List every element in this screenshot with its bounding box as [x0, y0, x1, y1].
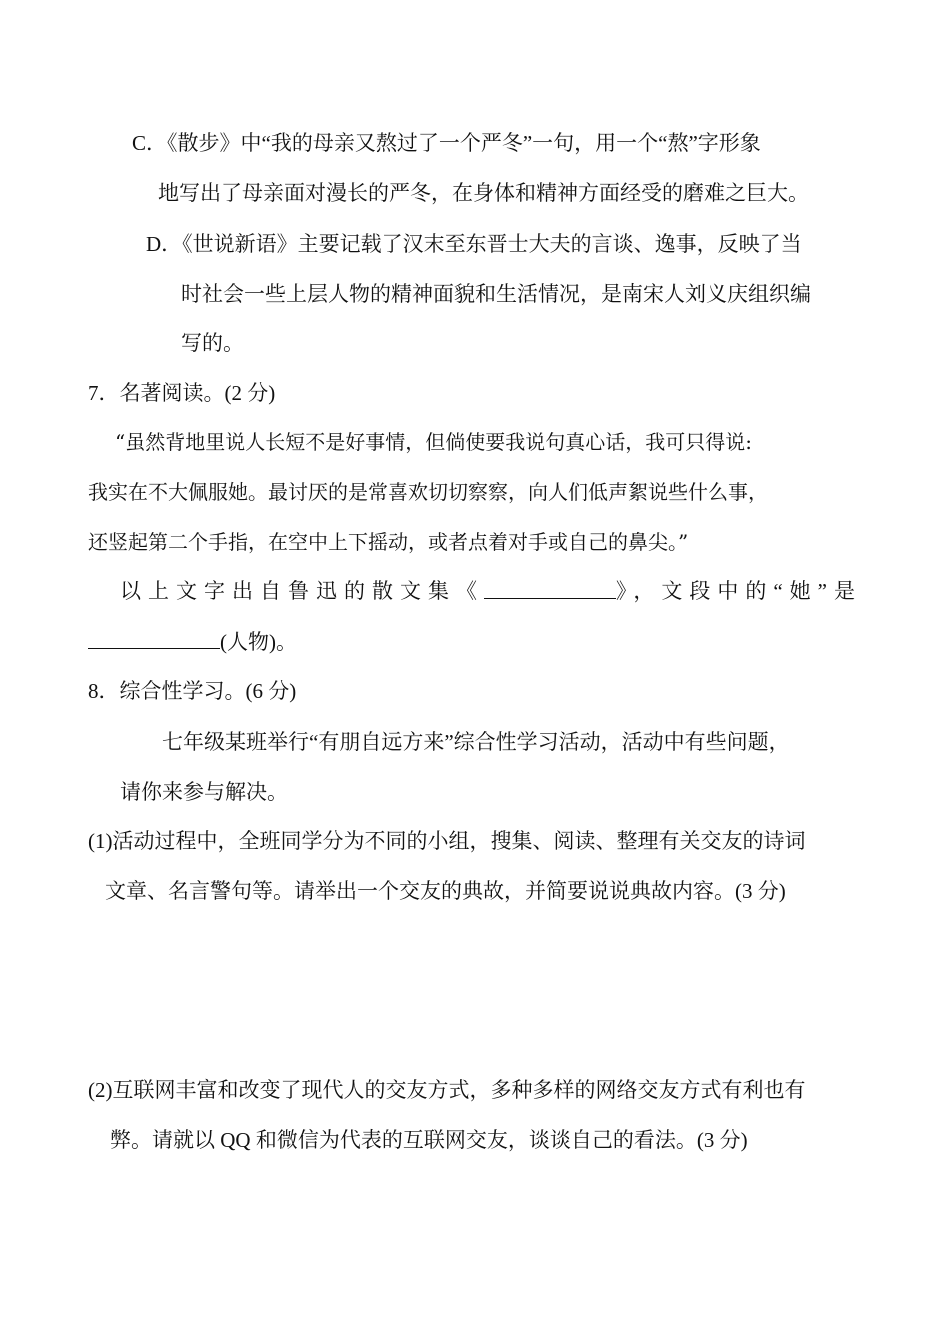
prompt-text-after-blank: 》，文段中的“她”是: [615, 579, 862, 603]
question-8-intro-line-1: 七年级某班举行“有朋自远方来”综合性学习活动，活动中有些问题，: [162, 730, 790, 754]
sub-question-2-line-2: 弊。请就以 QQ 和微信为代表的互联网交友，谈谈自己的看法。(3 分): [110, 1128, 748, 1152]
option-c-line-1: C．《散步》中“我的母亲又熬过了一个严冬”一句，用一个“熬”字形象: [132, 131, 761, 155]
prompt-text-before-blank: 以上文字出自鲁迅的散文集《: [120, 579, 484, 603]
sub-question-2-line-1: (2)互联网丰富和改变了现代人的交友方式，多种多样的网络交友方式有利也有: [88, 1078, 806, 1102]
sub-question-2-answer-area[interactable]: [88, 1170, 863, 1320]
sub-question-1-answer-area[interactable]: [88, 920, 863, 1060]
collection-title-blank[interactable]: [484, 576, 616, 599]
question-8-intro-line-2: 请你来参与解决。: [120, 780, 288, 804]
question-7-prompt-line-2: [88, 626, 297, 657]
option-c-line-2: 地写出了母亲面对漫长的严冬，在身体和精神方面经受的磨难之巨大。: [158, 181, 809, 205]
question-7-heading: 7．名著阅读。(2 分): [88, 381, 276, 405]
option-d-line-1: D．《世说新语》主要记载了汉末至东晋士大夫的言谈、逸事，反映了当: [146, 232, 802, 256]
sub-question-1-line-2: 文章、名言警句等。请举出一个交友的典故，并简要说说典故内容。(3 分): [105, 879, 786, 903]
person-blank[interactable]: [88, 626, 220, 649]
sub-question-1-line-1: (1)活动过程中，全班同学分为不同的小组，搜集、阅读、整理有关交友的诗词: [88, 829, 806, 853]
person-suffix: (人物)。: [220, 630, 297, 654]
quote-line-3: 还竖起第二个手指，在空中上下摇动，或者点着对手或自己的鼻尖。”: [88, 530, 689, 554]
quote-line-1: “虽然背地里说人长短不是好事情，但倘使要我说句真心话，我可只得说:: [115, 430, 752, 454]
option-d-line-3: 写的。: [181, 331, 244, 355]
option-d-line-2: 时社会一些上层人物的精神面貌和生活情况，是南宋人刘义庆组织编: [181, 282, 811, 306]
quote-line-2: 我实在不大佩服她。最讨厌的是常喜欢切切察察，向人们低声絮说些什么事，: [88, 480, 768, 504]
question-7-prompt: [120, 576, 862, 606]
question-8-heading: 8．综合性学习。(6 分): [88, 679, 297, 703]
